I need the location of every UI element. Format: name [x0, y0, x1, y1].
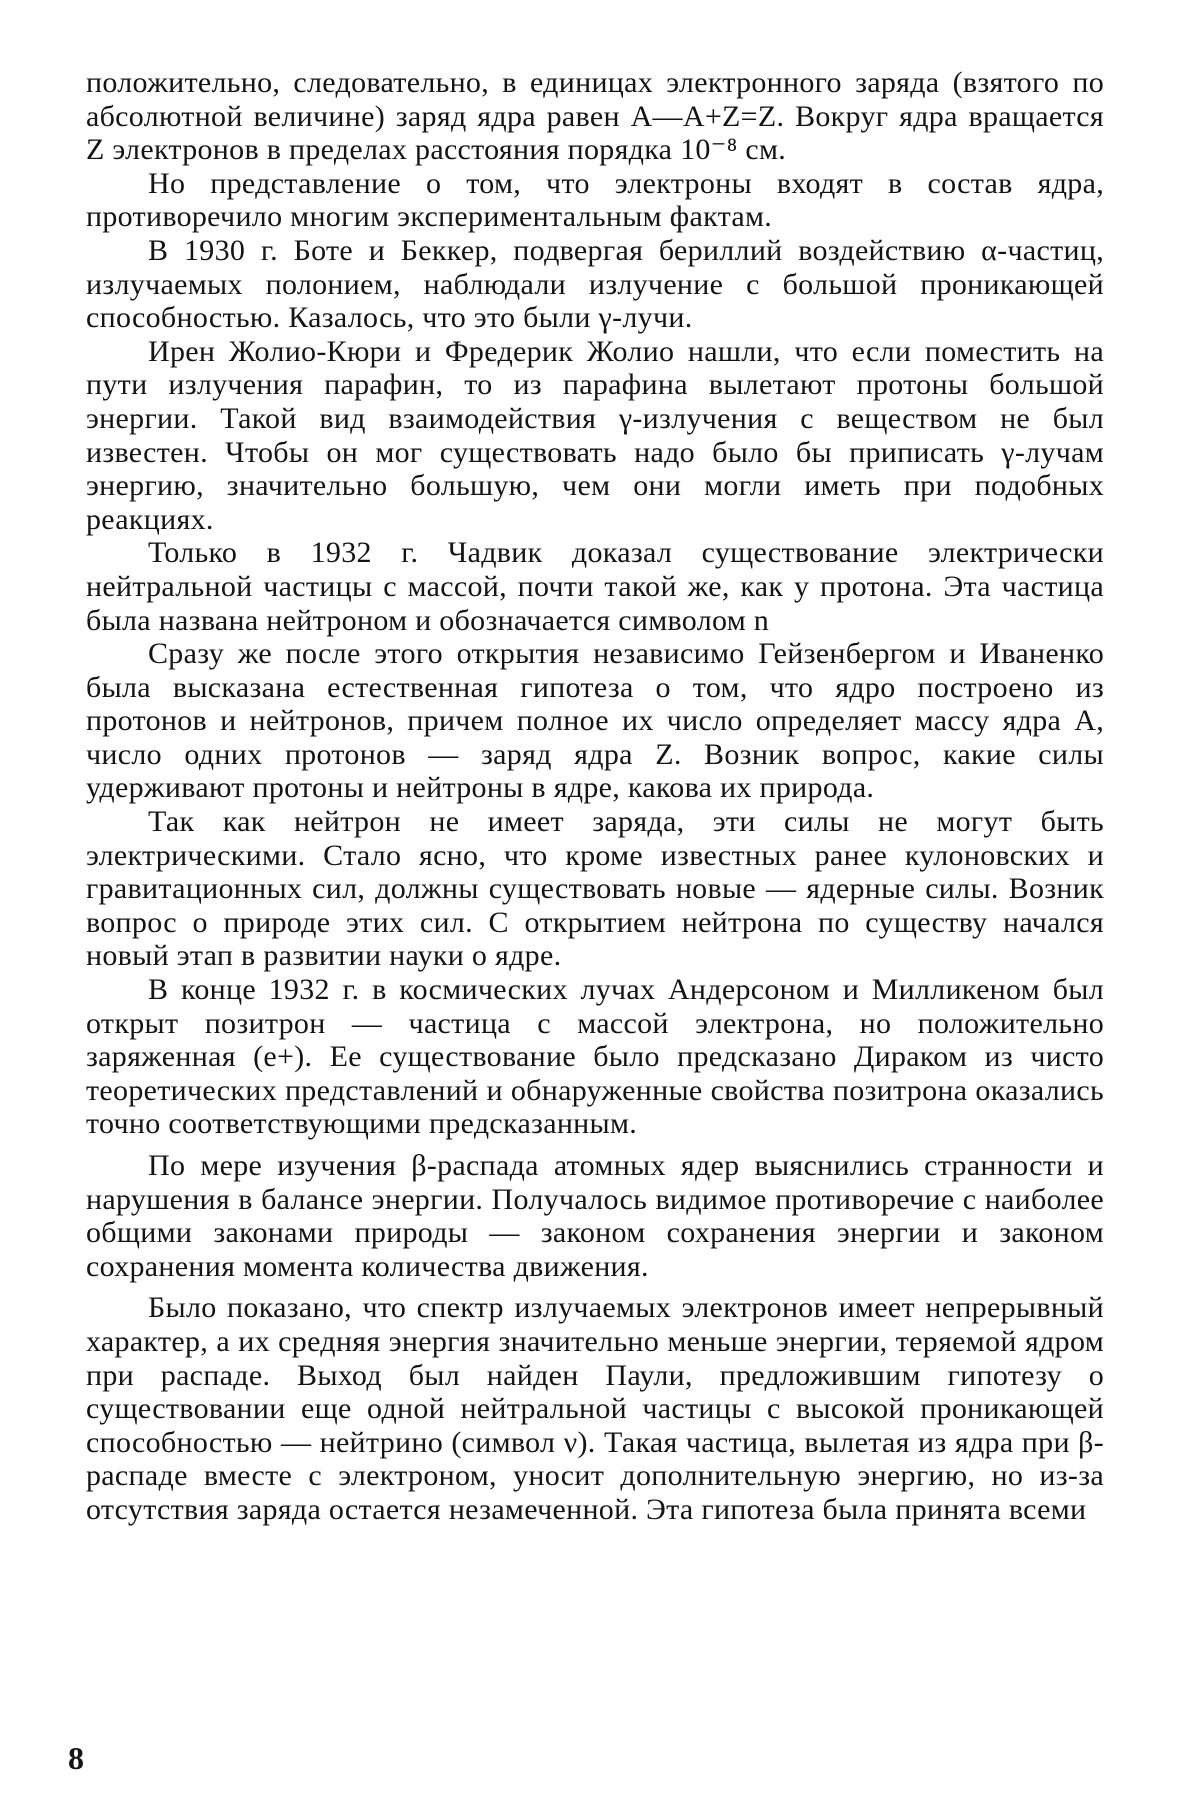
body-text	[86, 66, 1104, 1527]
paragraph-2: Но представление о том, что электроны входят в состав ядра, противоречило многим экспериментальным фактам.	[86, 166, 1104, 234]
paragraph-4: Ирен Жолио-Кюри и Фредерик Жолио нашли, что если поместить на пути излучения парафин, то из парафина вылетают протоны большой энергии. Такой вид взаимодействия γ-излучения с веществом не был известен. Чтобы он мог существовать надо было бы приписать γ-лучам энергию, значительно большую, чем они могли иметь при подобных реакциях.	[86, 334, 1104, 536]
page-number: 8	[68, 1740, 84, 1776]
paragraph-6: Сразу же после этого открытия независимо Гейзенбергом и Иваненко была высказана естественная гипотеза о том, что ядро построено из протонов и нейтронов, причем полное их число определяет массу ядра A, число одних протонов — заряд ядра Z. Возник вопрос, какие силы удерживают протоны и нейтроны в ядре, какова их природа.	[86, 637, 1104, 805]
paragraph-9: По мере изучения β-распада атомных ядер выяснились странности и нарушения в балансе энергии. Получалось видимое противоречие с наиболее общими законами природы — законом сохранения энергии и законом сохранения момента количества движения.	[86, 1149, 1104, 1283]
paragraph-10: Было показано, что спектр излучаемых электронов имеет непрерывный характер, а их средняя энергия значительно меньше энергии, теряемой ядром при распаде. Выход был найден Паули, предложившим гипотезу о существовании еще одной нейтральной частицы с высокой проникающей способностью — нейтрино (символ ν). Такая частица, вылетая из ядра при β-распаде вместе с электроном, уносит дополнительную энергию, но из-за отсутствия заряда остается незамеченной. Эта гипотеза была принята всеми	[86, 1291, 1104, 1526]
paragraph-1: положительно, следовательно, в единицах электронного заряда (взятого по абсолютной величине) заряд ядра равен A—A+Z=Z. Вокруг ядра вращается Z электронов в пределах расстояния порядка 10⁻⁸ см.	[86, 66, 1104, 167]
paragraph-7: Так как нейтрон не имеет заряда, эти силы не могут быть электрическими. Стало ясно, что кроме известных ранее кулоновских и гравитационных сил, должны существовать новые — ядерные силы. Возник вопрос о природе этих сил. С открытием нейтрона по существу начался новый этап в развитии науки о ядре.	[86, 805, 1104, 973]
paragraph-5: Только в 1932 г. Чадвик доказал существование электрически нейтральной частицы с массой, почти такой же, как у протона. Эта частица была названа нейтроном и обозначается символом n	[86, 536, 1104, 637]
paragraph-8: В конце 1932 г. в космических лучах Андерсоном и Милликеном был открыт позитрон — частица с массой электрона, но положительно заряженная (e+). Ее существование было предсказано Дираком из чисто теоретических представлений и обнаруженные свойства позитрона оказались точно соответствующими предсказанным.	[86, 973, 1104, 1141]
paragraph-3: В 1930 г. Боте и Беккер, подвергая бериллий воздействию α-частиц, излучаемых полонием, наблюдали излучение с большой проникающей способностью. Казалось, что это были γ-лучи.	[86, 233, 1104, 335]
